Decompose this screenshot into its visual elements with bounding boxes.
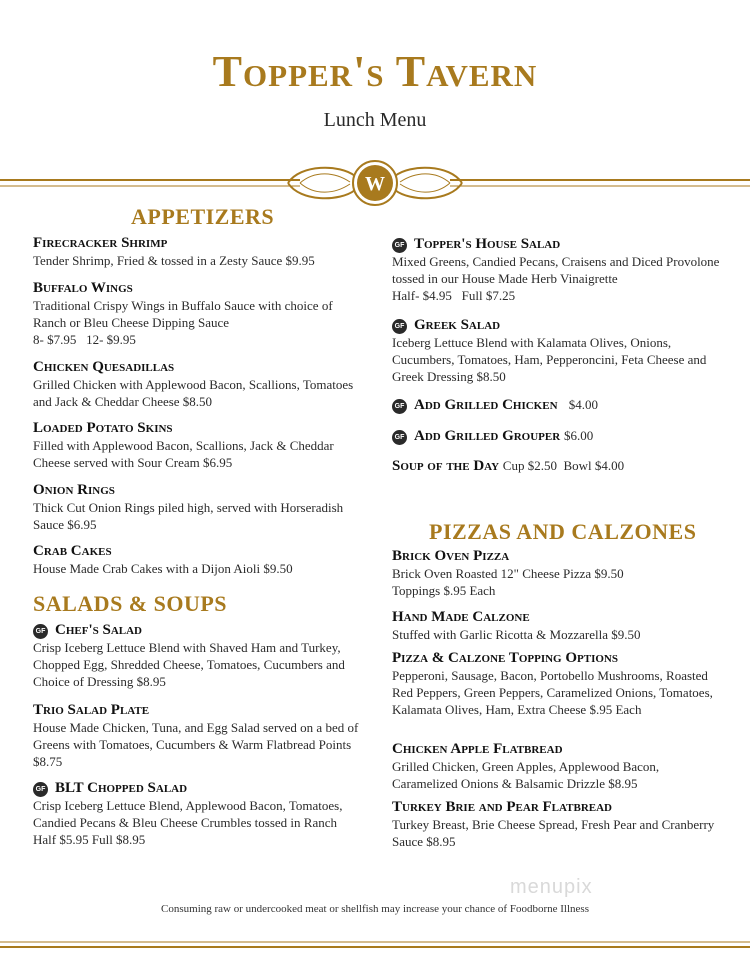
menu-item [33,621,363,690]
item-description: Mixed Greens, Candied Pecans, Craisens and Diced Provolone tossed in our House Made Herb Vinaigrette [392,254,720,286]
restaurant-title: Topper's Tavern [212,47,538,96]
gluten-free-icon: GF [392,238,407,253]
menu-item [392,427,726,445]
health-disclaimer: Consuming raw or undercooked meat or shellfish may increase your chance of Foodborne Illness [161,903,589,915]
menu-item [33,542,363,577]
item-description: Toppings $.95 Each [392,583,496,598]
menu-item [392,798,726,850]
item-name: Buffalo Wings [33,280,133,296]
item-description: Crisp Iceberg Lettuce Blend, Applewood Bacon, Tomatoes, Candied Pecans & Bleu Cheese Crumbles tossed in Ranch Half $5.95 Full $8.95 [33,798,343,847]
item-name: Firecracker Shrimp [33,235,168,251]
menu-item [392,649,726,718]
item-name: Onion Rings [33,482,115,498]
item-name: Soup of the Day Cup $2.50 Bowl $4.00 [392,458,625,474]
menu-subtitle: Lunch Menu [323,109,427,131]
item-name: GF Add Grilled Grouper $6.00 [392,427,726,445]
left-column [33,0,363,900]
appetizers-heading: APPETIZERS [131,204,275,229]
item-name: Pizza & Calzone Topping Options [392,650,618,666]
item-price: 8- $7.95 12- $9.95 [33,332,136,347]
item-price: Half- $4.95 Full $7.25 [392,288,516,303]
menu-item [33,358,363,410]
item-description: Stuffed with Garlic Ricotta & Mozzarella $9.50 [392,627,641,642]
salads-heading: SALADS & SOUPS [33,591,228,616]
item-name: Turkey Brie and Pear Flatbread [392,799,612,815]
item-description: Turkey Breast, Brie Cheese Spread, Fresh Pear and Cranberry Sauce $8.95 [392,817,715,849]
item-name: Brick Oven Pizza [392,548,510,564]
pizzas-heading: PIZZAS AND CALZONES [429,519,697,544]
item-description: Traditional Crispy Wings in Buffalo Sauce with choice of Ranch or Bleu Cheese Dipping Sauce [33,298,333,330]
item-name: Hand Made Calzone [392,609,530,625]
svg-text:W: W [365,173,385,195]
bottom-rule [0,938,750,952]
menu-item [392,547,726,599]
menu-item [33,419,363,471]
item-description: Filled with Applewood Bacon, Scallions, Jack & Cheddar Cheese served with Sour Cream $6.95 [33,438,334,470]
item-description: Pepperoni, Sausage, Bacon, Portobello Mushrooms, Roasted Red Peppers, Green Peppers, Caramelized Onions, Tomatoes, Kalamata Olives, Ham, Extra Cheese $.95 Each [392,668,713,717]
gluten-free-icon: GF [392,430,407,445]
item-description: Iceberg Lettuce Blend with Kalamata Olives, Onions, Cucumbers, Tomatoes, Ham, Pepperoncini, Feta Cheese and Greek Dressing $8.50 [392,335,707,384]
gluten-free-icon: GF [392,399,407,414]
item-description: House Made Chicken, Tuna, and Egg Salad served on a bed of Greens with Tomatoes, Cucumbers & Warm Flatbread Points $8.75 [33,720,359,769]
item-name: Chicken Apple Flatbread [392,741,563,757]
menu-item [33,481,363,533]
item-price: Cup $2.50 Bowl $4.00 [502,458,625,473]
menu-item [392,396,726,414]
menu-item [392,608,726,643]
item-description: Tender Shrimp, Fried & tossed in a Zesty Sauce $9.95 [33,253,315,268]
menu-item [33,234,363,269]
item-price: $4.00 [568,397,599,412]
menu-item [392,740,726,792]
item-description: Thick Cut Onion Rings piled high, served with Horseradish Sauce $6.95 [33,500,344,532]
item-description: House Made Crab Cakes with a Dijon Aioli $9.50 [33,561,293,576]
item-name: GF Topper's House Salad [392,235,726,253]
gluten-free-icon: GF [392,319,407,334]
item-name: Loaded Potato Skins [33,420,173,436]
item-name: GF Chef's Salad [33,621,363,639]
menu-item [33,701,363,770]
item-name: Chicken Quesadillas [33,359,175,375]
right-column [392,0,726,900]
item-description: Brick Oven Roasted 12" Cheese Pizza $9.50 [392,566,624,581]
item-name: Crab Cakes [33,543,112,559]
item-name: GF BLT Chopped Salad [33,779,363,797]
menu-item [392,235,726,304]
item-description: Grilled Chicken with Applewood Bacon, Scallions, Tomatoes and Jack & Cheddar Cheese $8.50 [33,377,354,409]
watermark-text: menupix [510,876,593,898]
item-price: $6.00 [563,428,594,443]
menu-item [33,779,363,848]
menu-item [392,316,726,385]
item-name: Trio Salad Plate [33,702,150,718]
menu-item [33,279,363,348]
item-description: Grilled Chicken, Green Apples, Applewood Bacon, Caramelized Onions & Balsamic Drizzle $8.95 [392,759,660,791]
item-name: GF Greek Salad [392,316,726,334]
item-name: GF Add Grilled Chicken $4.00 [392,396,726,414]
gluten-free-icon: GF [33,782,48,797]
menu-item [392,457,726,475]
gluten-free-icon: GF [33,624,48,639]
item-description: Crisp Iceberg Lettuce Blend with Shaved Ham and Turkey, Chopped Egg, Shredded Cheese, Tomatoes, Cucumbers and Choice of Dressing $8.95 [33,640,345,689]
